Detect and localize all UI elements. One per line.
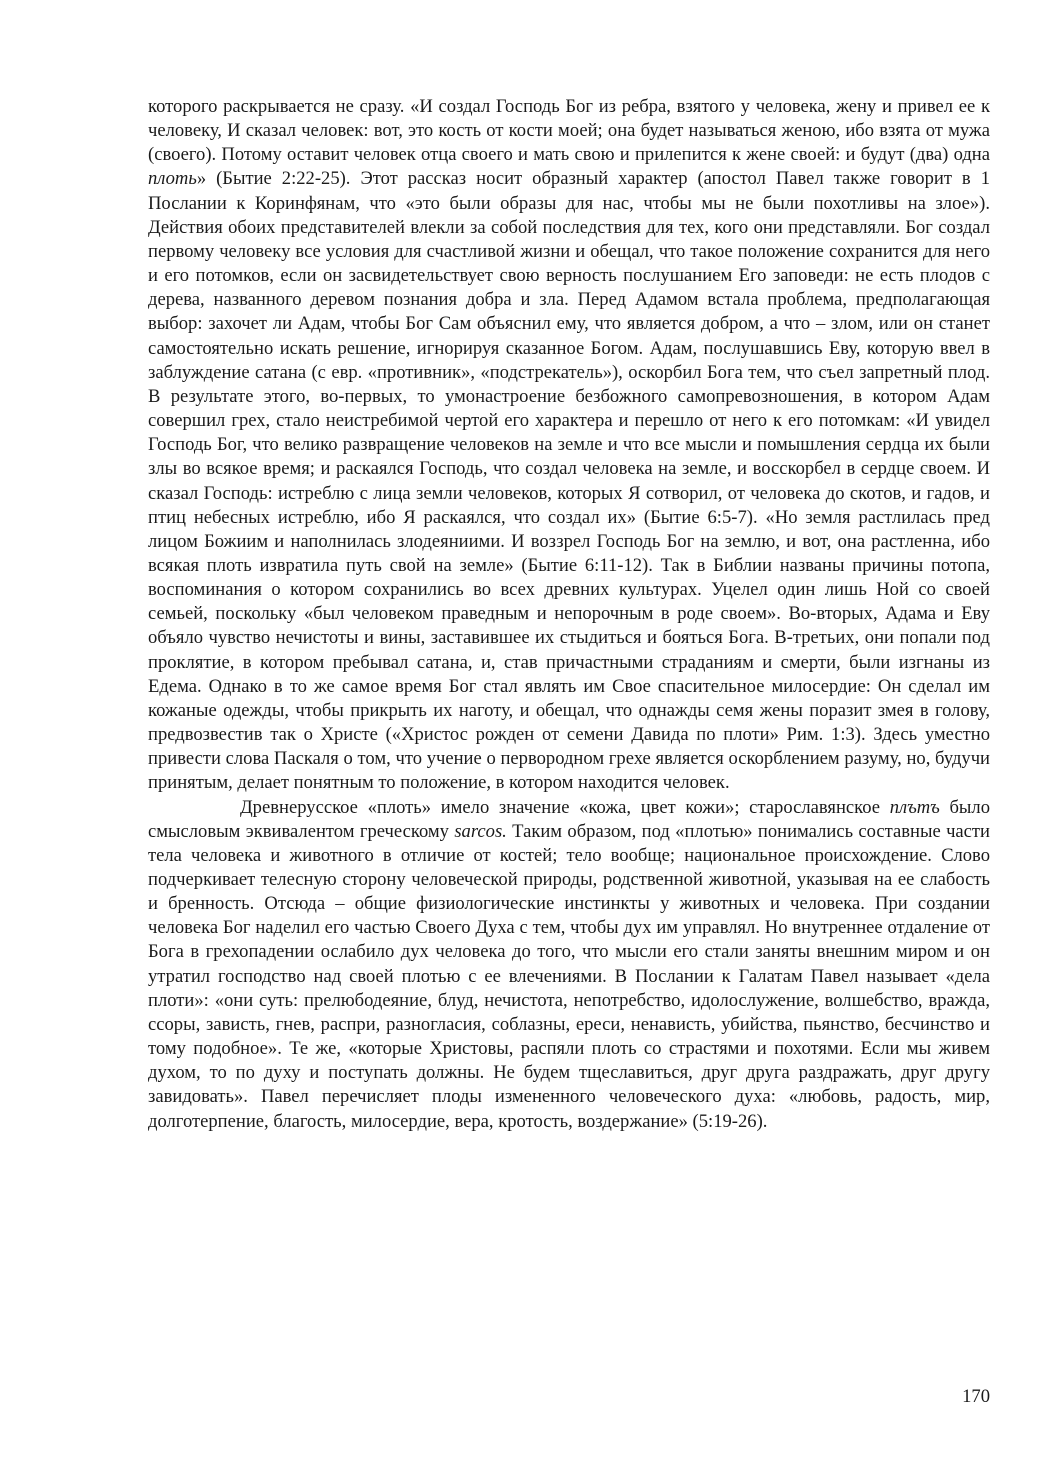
page-number: 170: [962, 1386, 990, 1407]
paragraph-2-text-2: было смысловым эквивалентом греческому: [148, 796, 990, 842]
paragraph-2-italic-sarcos: sarcos.: [454, 820, 507, 842]
paragraph-2-text-3: Таким образом, под «плотью» понимались составные части тела человека и животного в отличие от костей; тело вообще; национальное происхождение. Слово подчеркивает телесную сторону человеческой природы, родственной животной, указывая на ее слабость и бренность. Отсюда – общие физиологические инстинкты у животных и человека. При создании человека Бог наделил его частью Своего Духа с тем, чтобы дух им управлял. Но внутреннее отдаление от Бога в грехопадении ослабило дух человека до того, что мысли его стали заняты внешним миром и он утратил господство над своей плотью с ее влечениями. В Послании к Галатам Павел называет «дела плоти»: «они суть: прелюбодеяние, блуд, нечистота, непотребство, идолослужение, волшебство, вражда, ссоры, зависть, гнев, распри, разногласия, соблазны, ереси, ненависть, убийства, пьянство, бесчинство и тому подобное». Те же, «которые Христовы, распяли плоть со страстями и похотями. Если мы живем духом, то по духу и поступать должны. Не будем тщеславиться, друг друга раздражать, друг другу завидовать». Павел перечисляет плоды измененного человеческого духа: «любовь, радость, мир, долготерпение, благость, милосердие, вера, кротость, воздержание» (5:19-26).: [148, 820, 991, 1132]
paragraph-1-text-2: » (Бытие 2:22-25). Этот рассказ носит образный характер (апостол Павел также говорит в 1 Послании к Коринфянам, что «это были образы для нас, чтобы мы не были похотливы на злое»). Действия обоих представителей влекли за собой последствия для тех, кого они представляли. Бог создал первому человеку все условия для счастливой жизни и обещал, что такое положение сохранится для него и его потомков, если он засвидетельствует свою верность послушанием Его заповеди: не есть плодов с дерева, названного деревом познания добра и зла. Перед Адамом встала проблема, предполагающая выбор: захочет ли Адам, чтобы Бог Сам объяснил ему, что является добром, а что – злом, или он станет самостоятельно искать решение, игнорируя сказанное Богом. Адам, послушавшись Еву, которую ввел в заблуждение сатана (с евр. «противник», «подстрекатель»), оскорбил Бога тем, что съел запретный плод. В результате этого, во-первых, то умонастроение безбожного самопревозношения, в котором Адам совершил грех, стало неистребимой чертой его характера и перешло от него к его потомкам: «И увидел Господь Бог, что велико развращение человеков на земле и что все мысли и помышления сердца их были злы во всякое время; и раскаялся Господь, что создал человека на земле, и восскорбел в сердце своем. И сказал Господь: истреблю с лица земли человеков, которых Я сотворил, от человека до скотов, и гадов, и птиц небесных истреблю, ибо Я раскаялся, что создал их» (Бытие 6:5-7). «Но земля растлилась пред лицом Божиим и наполнилась злодеяниими. И воззрел Господь Бог на землю, и вот, она растленна, ибо всякая плоть извратила путь свой на земле» (Бытие 6:11-12). Так в Библии названы причины потопа, воспоминания о котором сохранились во всех древних культурах. Уцелел один лишь Ной со своей семьей, поскольку «был человеком праведным и непорочным в роде своем». Во-вторых, Адама и Еву объяло чувство нечистоты и вины, заставившее их стыдиться и бояться Бога. В-третьих, они попали под проклятие, в котором пребывал сатана, и, став причастными страданиям и смерти, были изгнаны из Едема. Однако в то же самое время Бог стал являть им Свое спасительное милосердие: Он сделал им кожаные одежды, чтобы прикрыть их наготу, и обещал, что однажды семя жены поразит змея в голову, предвозвестив так о Христе («Христос рожден от семени Давида по плоти» Рим. 1:3). Здесь уместно привести слова Паскаля о том, что учение о первородном грехе является оскорблением разуму, но, будучи принятым, делает понятным то положение, в котором находится человек.: [148, 168, 990, 794]
paragraph-2-text-1: Древнерусское «плоть» имело значение «кожа, цвет кожи»; старославянское: [240, 796, 890, 818]
page-body: [148, 95, 990, 1134]
paragraph-1: [148, 95, 990, 796]
paragraph-2-italic-plt: плътъ: [889, 796, 940, 818]
paragraph-1-text-1: которого раскрывается не сразу. «И создал Господь Бог из ребра, взятого у человека, жену и привел ее к человеку, И сказал человек: вот, это кость от кости моей; она будет называться женою, ибо взята от мужа (своего). Потому оставит человек отца своего и мать свою и прилепится к жене своей: и будут (два) одна: [148, 96, 990, 166]
paragraph-1-italic-plot: плоть: [148, 168, 197, 190]
paragraph-2: [148, 796, 990, 1134]
